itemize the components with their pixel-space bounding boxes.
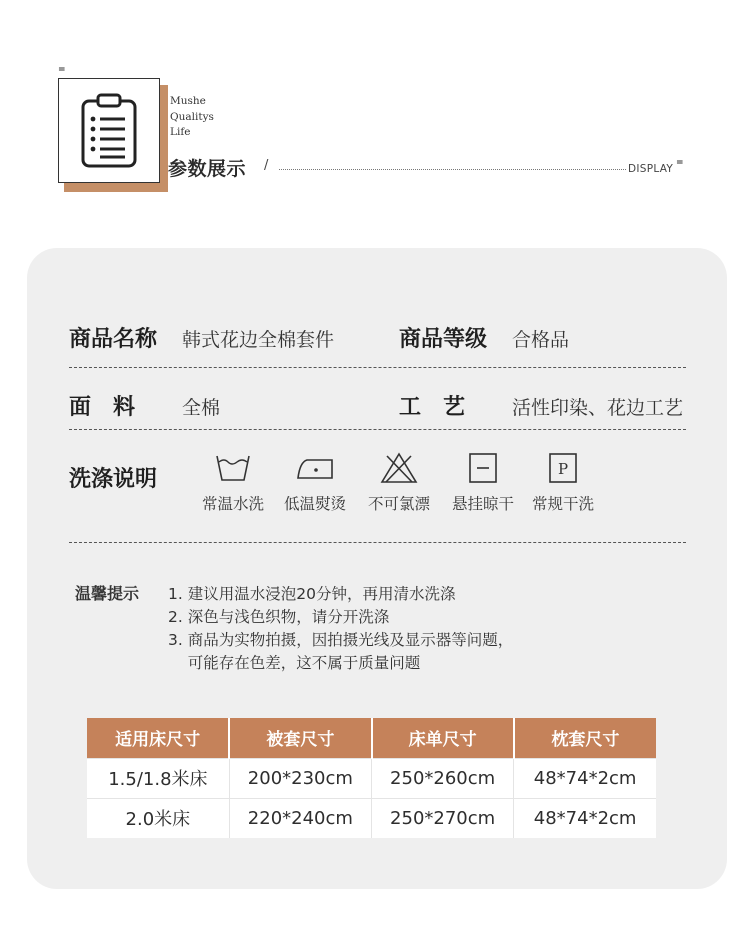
table-header-cell: 被套尺寸: [229, 718, 371, 758]
craft-value: 活性印染、花边工艺: [512, 397, 684, 419]
product-name-label: 商品名称: [69, 327, 158, 352]
clipboard-list-icon: [79, 92, 139, 170]
table-cell: 48*74*2cm: [514, 798, 656, 838]
tip-line: 2. 深色与浅色织物，请分开洗涤: [168, 608, 390, 626]
brand-line: Mushe: [170, 95, 206, 107]
divider: [69, 542, 686, 543]
low-iron-icon: [295, 452, 335, 484]
care-item: [193, 452, 273, 514]
craft-label: 工 艺: [399, 395, 466, 420]
table-cell: 220*240cm: [229, 798, 371, 838]
care-text: 常规干洗: [531, 495, 594, 513]
display-caption: DISPLAY: [628, 163, 674, 175]
care-text: 不可氯漂: [367, 495, 430, 513]
size-table: [87, 718, 656, 838]
product-name-value: 韩式花边全棉套件: [182, 329, 335, 351]
table-header-cell: 枕套尺寸: [514, 718, 656, 758]
table-cell: 250*270cm: [372, 798, 514, 838]
material-value: 全棉: [182, 397, 221, 419]
logo-frame: [58, 78, 160, 183]
table-header-row: [87, 718, 656, 758]
tip-line: 3. 商品为实物拍摄，因拍摄光线及显示器等问题，: [168, 631, 514, 649]
table-cell: 48*74*2cm: [514, 758, 656, 798]
care-label: 洗涤说明: [69, 467, 158, 492]
care-item: [523, 452, 603, 514]
dry-clean-icon: [543, 452, 583, 484]
dry-clean-symbol: P: [557, 460, 569, 478]
product-grade-label: 商品等级: [399, 327, 488, 352]
care-item: [275, 452, 355, 514]
hang-dry-icon: [463, 452, 503, 484]
header-mark: =: [58, 65, 66, 75]
brand-line: Life: [170, 126, 191, 138]
table-cell: 2.0米床: [87, 798, 229, 838]
title-dotted-rule: [279, 169, 626, 170]
clipboard-logo: [58, 78, 162, 185]
care-text: 常温水洗: [201, 495, 264, 513]
table-header-cell: 适用床尺寸: [87, 718, 229, 758]
hand-wash-icon: [213, 452, 253, 484]
divider: [69, 367, 686, 368]
care-item: [359, 452, 439, 514]
brand-text: [170, 94, 214, 141]
care-item: [443, 452, 523, 514]
table-cell: 1.5/1.8米床: [87, 758, 229, 798]
tips-label: 温馨提示: [75, 584, 140, 603]
material-label: 面 料: [69, 395, 136, 420]
tip-line: 可能存在色差，这不属于质量问题: [168, 654, 421, 672]
section-title: 参数展示: [168, 158, 247, 180]
table-row: [87, 758, 656, 798]
tip-line: 1. 建议用温水浸泡20分钟，再用清水洗涤: [168, 585, 456, 603]
care-text: 悬挂晾干: [451, 495, 514, 513]
table-cell: 250*260cm: [372, 758, 514, 798]
title-slash: /: [264, 158, 269, 173]
brand-line: Qualitys: [170, 110, 214, 123]
table-row: [87, 798, 656, 838]
care-text: 低温熨烫: [283, 495, 346, 513]
divider: [69, 429, 686, 430]
no-bleach-icon: [379, 452, 419, 484]
table-header-cell: 床单尺寸: [372, 718, 514, 758]
table-cell: 200*230cm: [229, 758, 371, 798]
title-tail-mark: =: [676, 158, 684, 168]
product-grade-value: 合格品: [512, 329, 570, 351]
